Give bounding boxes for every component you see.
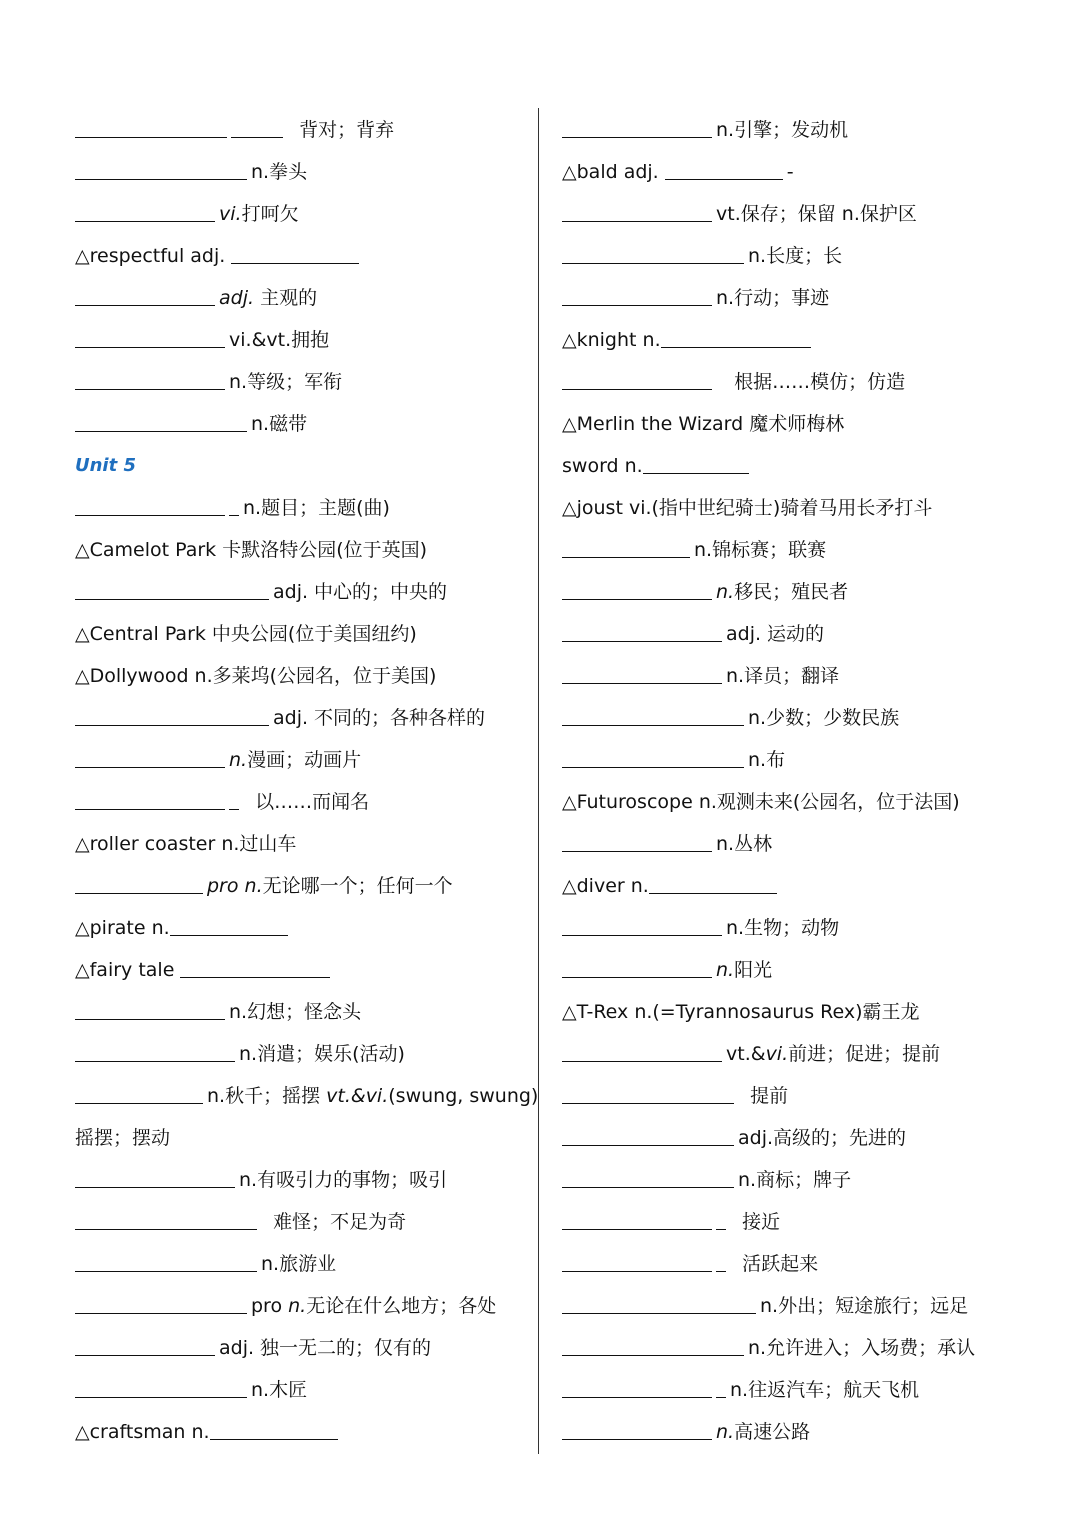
vocab-text: - (786, 161, 794, 183)
vocab-line (75, 319, 530, 361)
unit-heading: Unit 5 (75, 455, 136, 476)
fill-blank[interactable] (75, 1247, 257, 1272)
vocab-text: 背对；背弃 (299, 119, 395, 141)
fill-blank[interactable] (562, 827, 712, 852)
vocab-text: 摇摆；摆动 (75, 1127, 171, 1149)
vocab-line (562, 571, 1042, 613)
fill-blank[interactable] (562, 365, 712, 390)
fill-blank[interactable] (562, 1205, 712, 1230)
vocab-line (562, 823, 1042, 865)
vocab-line (75, 1117, 530, 1159)
fill-blank[interactable] (75, 1205, 257, 1230)
fill-blank[interactable] (75, 743, 225, 768)
vocab-text: △craftsman n. (75, 1421, 210, 1443)
fill-blank[interactable] (562, 197, 712, 222)
vocab-text: n.布 (748, 749, 786, 771)
vocab-text: pro (251, 1295, 283, 1317)
part-of-speech: vt.&vi. (326, 1085, 389, 1107)
fill-blank[interactable] (229, 491, 239, 516)
fill-blank[interactable] (210, 1415, 338, 1440)
fill-blank[interactable] (75, 1163, 235, 1188)
fill-blank[interactable] (75, 365, 225, 390)
fill-blank[interactable] (562, 743, 744, 768)
vocab-text: vt.& (726, 1043, 766, 1065)
vocab-line (75, 949, 530, 991)
vocab-text: n.有吸引力的事物；吸引 (239, 1169, 448, 1191)
fill-blank[interactable] (75, 197, 215, 222)
vocab-text: 难怪；不足为奇 (273, 1211, 407, 1233)
fill-blank[interactable] (229, 785, 239, 810)
vocab-line (75, 1201, 530, 1243)
part-of-speech: n. (288, 1295, 307, 1317)
vocab-line (562, 1327, 1042, 1369)
vocab-text: n.拳头 (251, 161, 308, 183)
fill-blank[interactable] (562, 911, 722, 936)
vocab-line (75, 739, 530, 781)
vocab-line (75, 613, 530, 655)
part-of-speech: vi. (219, 203, 242, 225)
fill-blank[interactable] (562, 239, 744, 264)
fill-blank[interactable] (643, 449, 749, 474)
vocab-line (562, 235, 1042, 277)
fill-blank[interactable] (562, 281, 712, 306)
fill-blank[interactable] (562, 1247, 712, 1272)
fill-blank[interactable] (231, 113, 283, 138)
vocab-text: 活跃起来 (742, 1253, 819, 1275)
fill-blank[interactable] (562, 701, 744, 726)
vocab-text: n.行动；事迹 (716, 287, 830, 309)
part-of-speech: n. (716, 1421, 735, 1443)
vocab-text: △Futuroscope n.观测未来(公园名，位于法国) (562, 791, 960, 813)
vocab-text: 打呵欠 (241, 203, 299, 225)
vocab-line (75, 1369, 530, 1411)
fill-blank[interactable] (75, 1037, 235, 1062)
vocab-text: 以……而闻名 (255, 791, 370, 813)
vocab-line (75, 235, 530, 277)
vocab-line (75, 865, 530, 907)
vocab-line (75, 991, 530, 1033)
vocab-line (75, 1075, 539, 1117)
vocab-text: n.消遣；娱乐(活动) (239, 1043, 405, 1065)
vocab-text: (swung, swung) (388, 1085, 539, 1107)
vocab-line (75, 361, 530, 403)
vocab-line (75, 529, 530, 571)
vocab-text: n.外出；短途旅行；远足 (760, 1295, 969, 1317)
vocab-text: adj. 运动的 (726, 623, 825, 645)
vocab-text: sword n. (562, 455, 643, 477)
vocab-line (562, 1033, 1042, 1075)
vocab-text: △knight n. (562, 329, 661, 351)
vocab-line (562, 1075, 1042, 1117)
vocab-text: 前进；促进；提前 (788, 1043, 941, 1065)
vocab-text: n.引擎；发动机 (716, 119, 849, 141)
vocab-line (75, 1159, 530, 1201)
vocab-text: △Camelot Park 卡默洛特公园(位于英国) (75, 539, 428, 561)
fill-blank[interactable] (562, 1121, 734, 1146)
fill-blank[interactable] (562, 575, 712, 600)
fill-blank[interactable] (716, 1373, 726, 1398)
vocab-text: △respectful adj. (75, 245, 226, 267)
vocab-text: n.丛林 (716, 833, 773, 855)
vocab-text: adj. 独一无二的；仅有的 (219, 1337, 432, 1359)
vocab-line (562, 445, 1042, 487)
vocab-text: n.幻想；怪念头 (229, 1001, 362, 1023)
vocab-text: n.等级；军衔 (229, 371, 343, 393)
vocab-line (562, 907, 1042, 949)
fill-blank[interactable] (562, 1079, 734, 1104)
vocab-line (562, 1117, 1042, 1159)
part-of-speech: n. (716, 581, 735, 603)
fill-blank[interactable] (562, 1037, 722, 1062)
fill-blank[interactable] (231, 239, 359, 264)
vocab-text: △Dollywood n.多莱坞(公园名，位于美国) (75, 665, 437, 687)
part-of-speech: pro n. (207, 875, 263, 897)
vocab-line (562, 151, 1042, 193)
fill-blank[interactable] (75, 869, 203, 894)
vocab-line (562, 865, 1042, 907)
fill-blank[interactable] (649, 869, 777, 894)
fill-blank[interactable] (75, 575, 269, 600)
vocab-line (75, 1243, 530, 1285)
vocab-line (75, 193, 530, 235)
vocab-text: 无论哪一个；任何一个 (262, 875, 453, 897)
vocab-text: △T-Rex n.(=Tyrannosaurus Rex)霸王龙 (562, 1001, 920, 1023)
vocab-line (75, 907, 530, 949)
fill-blank[interactable] (562, 659, 722, 684)
fill-blank[interactable] (75, 407, 247, 432)
vocab-line (562, 949, 1042, 991)
vocab-line (562, 991, 1042, 1033)
vocab-text: △pirate n. (75, 917, 170, 939)
vocab-line (562, 1201, 1042, 1243)
vocab-text: n.题目；主题(曲) (243, 497, 390, 519)
fill-blank[interactable] (75, 995, 225, 1020)
fill-blank[interactable] (562, 113, 712, 138)
vocab-text: adj.高级的；先进的 (738, 1127, 907, 1149)
vocab-line (75, 1033, 530, 1075)
part-of-speech: n. (716, 959, 735, 981)
vocab-text: 主观的 (260, 287, 318, 309)
vocab-line (562, 1285, 1042, 1327)
vocab-text: vi.&vt.拥抱 (229, 329, 330, 351)
vocab-text: 无论在什么地方；各处 (306, 1295, 497, 1317)
vocab-line (75, 109, 530, 151)
vocab-text: △Merlin the Wizard 魔术师梅林 (562, 413, 845, 435)
fill-blank[interactable] (661, 323, 811, 348)
vocab-line (75, 1411, 530, 1453)
fill-blank[interactable] (75, 1331, 215, 1356)
vocab-line (562, 697, 1042, 739)
vocab-line (562, 277, 1042, 319)
vocab-text: n.长度；长 (748, 245, 843, 267)
vocab-text: △bald adj. (562, 161, 659, 183)
vocab-text: n.旅游业 (261, 1253, 337, 1275)
vocab-line (75, 781, 530, 823)
vocab-line (562, 487, 1042, 529)
fill-blank[interactable] (562, 1415, 712, 1440)
vocab-line (75, 571, 530, 613)
vocab-text: n.生物；动物 (726, 917, 840, 939)
vocab-text: 高速公路 (734, 1421, 811, 1443)
vocab-text: △diver n. (562, 875, 649, 897)
vocab-text: n.往返汽车；航天飞机 (730, 1379, 920, 1401)
vocab-line (562, 655, 1042, 697)
column-divider (538, 108, 539, 1454)
vocab-text: △roller coaster n.过山车 (75, 833, 297, 855)
vocab-line (562, 403, 1042, 445)
fill-blank[interactable] (75, 491, 225, 516)
part-of-speech: adj. (219, 287, 255, 309)
fill-blank[interactable] (716, 1205, 726, 1230)
vocab-line (562, 739, 1042, 781)
vocab-line (75, 277, 530, 319)
fill-blank[interactable] (75, 785, 225, 810)
fill-blank[interactable] (562, 1289, 756, 1314)
vocab-line (75, 697, 530, 739)
vocab-text: n.译员；翻译 (726, 665, 840, 687)
fill-blank[interactable] (75, 1373, 247, 1398)
vocab-line (562, 1411, 1042, 1453)
part-of-speech: vi. (765, 1043, 789, 1065)
vocab-line (75, 1285, 530, 1327)
fill-blank[interactable] (75, 1289, 247, 1314)
vocab-line (562, 529, 1042, 571)
fill-blank[interactable] (562, 1331, 744, 1356)
vocab-line (75, 151, 530, 193)
vocab-line (562, 613, 1042, 655)
fill-blank[interactable] (75, 281, 215, 306)
fill-blank[interactable] (562, 617, 722, 642)
vocab-line (75, 403, 530, 445)
vocab-text: adj. 不同的；各种各样的 (273, 707, 486, 729)
vocab-text: 阳光 (734, 959, 773, 981)
vocab-text: n.磁带 (251, 413, 308, 435)
vocab-text: 接近 (742, 1211, 781, 1233)
vocab-text: △fairy tale (75, 959, 175, 981)
fill-blank[interactable] (562, 533, 690, 558)
vocab-line (562, 109, 1042, 151)
vocab-line (75, 655, 530, 697)
vocab-text: adj. 中心的；中央的 (273, 581, 448, 603)
vocab-text: n.木匠 (251, 1379, 308, 1401)
right-column (562, 109, 1042, 1453)
vocab-line (562, 1243, 1042, 1285)
fill-blank[interactable] (562, 1163, 734, 1188)
fill-blank[interactable] (75, 323, 225, 348)
fill-blank[interactable] (75, 701, 269, 726)
vocab-text: vt.保存；保留 n.保护区 (716, 203, 917, 225)
vocab-text: n.允许进入；入场费；承认 (748, 1337, 976, 1359)
fill-blank[interactable] (170, 911, 288, 936)
fill-blank[interactable] (716, 1247, 726, 1272)
fill-blank[interactable] (562, 1373, 712, 1398)
fill-blank[interactable] (75, 113, 227, 138)
vocab-text: 提前 (750, 1085, 789, 1107)
vocab-text: 移民；殖民者 (734, 581, 849, 603)
vocab-line (562, 319, 1042, 361)
fill-blank[interactable] (562, 953, 712, 978)
vocab-text: n.秋千；摇摆 (207, 1085, 321, 1107)
vocab-text: △joust vi.(指中世纪骑士)骑着马用长矛打斗 (562, 497, 933, 519)
fill-blank[interactable] (75, 155, 247, 180)
vocab-line (562, 1159, 1042, 1201)
vocab-line (562, 1369, 1042, 1411)
vocab-line (75, 487, 530, 529)
vocab-text: 根据……模仿；仿造 (734, 371, 906, 393)
fill-blank[interactable] (665, 155, 783, 180)
vocab-text: n.锦标赛；联赛 (694, 539, 827, 561)
vocab-line (562, 193, 1042, 235)
fill-blank[interactable] (180, 953, 330, 978)
vocab-line (562, 781, 1042, 823)
vocab-line (75, 1327, 530, 1369)
part-of-speech: n. (229, 749, 248, 771)
vocab-text: n.商标；牌子 (738, 1169, 852, 1191)
fill-blank[interactable] (75, 1079, 203, 1104)
vocab-text: 漫画；动画片 (247, 749, 362, 771)
vocab-text: n.少数；少数民族 (748, 707, 900, 729)
left-column (75, 109, 539, 1453)
vocab-text: △Central Park 中央公园(位于美国纽约) (75, 623, 417, 645)
vocab-line (75, 823, 530, 865)
vocab-line (562, 361, 1042, 403)
